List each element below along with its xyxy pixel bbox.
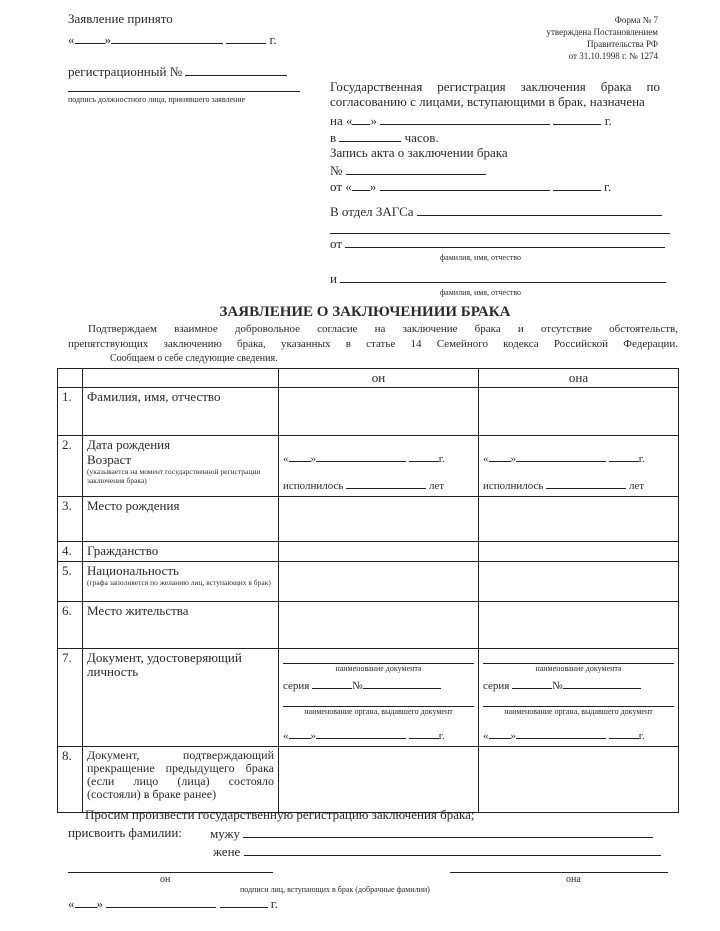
row-label: Место жительства (83, 601, 279, 648)
registration-text: Государственная регистрация заключения брака по согласованию с лицами, вступающими в брак, назначена (330, 79, 660, 109)
row-note: (графа заполняется по желанию лиц, вступающих в брак) (87, 577, 271, 587)
row-label: Гражданство (83, 542, 279, 561)
from-label: от « (330, 179, 352, 194)
series-label: серия (283, 680, 310, 693)
he-signature-line[interactable] (68, 872, 273, 873)
issuer-caption: наименование органа, выдавшего документ (483, 706, 674, 717)
year-suffix: г. (270, 896, 278, 911)
signatures-caption: подписи лиц, вступающих в брак (добрачные фамилии) (240, 885, 430, 894)
intro-line-3: Сообщаем о себе следующие сведения. (110, 353, 278, 364)
quote: » (510, 730, 516, 743)
intro-line-1: Подтверждаем взаимное добровольное согласие на заключение брака и отсутствие обстоятельств, (88, 323, 678, 335)
he-cell[interactable] (279, 601, 479, 648)
issuer-caption: наименование органа, выдавшего документ (283, 706, 474, 717)
quote: » (510, 453, 516, 466)
and-label: и (330, 271, 337, 286)
footer-date-field[interactable] (68, 896, 278, 912)
year-suffix: г. (604, 179, 612, 194)
series-label: серия (483, 680, 510, 693)
she-id-cell[interactable] (479, 648, 679, 746)
quote: » (310, 730, 316, 743)
row-label-cell (83, 561, 279, 601)
wife-label: жене (213, 844, 241, 859)
quote: « (283, 730, 289, 743)
year-suffix: г. (438, 730, 445, 743)
row-label: Место рождения (83, 497, 279, 542)
he-cell[interactable] (279, 388, 479, 436)
he-birth-cell[interactable] (279, 436, 479, 497)
she-label: она (566, 874, 581, 885)
reg-number-label: регистрационный № (68, 64, 183, 79)
col-she: она (479, 369, 679, 388)
signature-caption: подпись должностного лица, принявшего заявление (68, 95, 246, 104)
registration-time-field[interactable] (330, 130, 439, 146)
form-number: Форма № 7 (614, 15, 658, 25)
approved-by: утверждена Постановлением (546, 27, 658, 38)
row-label: Документ, удостоверяющий личность (83, 648, 279, 746)
she-cell[interactable] (479, 388, 679, 436)
table-row (58, 648, 679, 746)
row-num: 2. (58, 436, 83, 497)
from-person-field[interactable] (330, 236, 665, 252)
quote: « (68, 896, 75, 911)
government: Правительства РФ (587, 39, 658, 50)
number-label: № (330, 163, 343, 178)
he-label: он (160, 874, 171, 885)
from-person-label: от (330, 236, 343, 251)
age-label: исполнилось (483, 480, 544, 493)
zags-label: В отдел ЗАГСа (330, 204, 414, 219)
year-suffix: г. (604, 113, 612, 128)
husband-surname-field[interactable] (210, 826, 653, 842)
decree: от 31.10.1998 г. № 1274 (568, 51, 658, 62)
table-row (58, 388, 679, 436)
row-label: Документ, подтверждающий прекращение предыдущего брака (если лицо (лица) состояло (состояли) в браке ранее) (83, 746, 279, 812)
signature-line[interactable] (68, 91, 300, 92)
row-note: (указывается на момент государственной регистрации заключения брака) (87, 466, 261, 485)
he-id-cell[interactable] (279, 648, 479, 746)
reg-number-field[interactable] (68, 64, 287, 80)
doc-name-caption: наименование документа (483, 663, 674, 674)
table-row (58, 601, 679, 648)
record-number-field[interactable] (330, 163, 486, 179)
number-label: № (552, 680, 563, 693)
number-label: № (352, 680, 363, 693)
year-suffix: г. (638, 453, 645, 466)
quote: » (104, 32, 111, 47)
he-cell[interactable] (279, 561, 479, 601)
years-label: лет (628, 480, 645, 493)
row-num: 6. (58, 601, 83, 648)
years-label: лет (428, 480, 445, 493)
and-person-field[interactable] (330, 271, 666, 287)
year-suffix: г. (638, 730, 645, 743)
row-num: 3. (58, 497, 83, 542)
age-label: исполнилось (283, 480, 344, 493)
quote: « (283, 453, 289, 466)
she-cell[interactable] (479, 497, 679, 542)
quote: « (68, 32, 75, 47)
husband-label: мужу (210, 826, 241, 841)
assign-label: присвоить фамилии: (68, 825, 182, 840)
table-row (58, 542, 679, 561)
on-label: на « (330, 113, 353, 128)
fio-caption: фамилия, имя, отчество (440, 253, 521, 262)
col-he: он (279, 369, 479, 388)
page-title: ЗАЯВЛЕНИЕ О ЗАКЛЮЧЕНИИИ БРАКА (219, 304, 511, 320)
row-label-2: Возраст (87, 451, 132, 467)
she-cell[interactable] (479, 542, 679, 561)
table-header (58, 369, 679, 388)
row-label: Дата рождения (87, 437, 171, 453)
row-num: 5. (58, 561, 83, 601)
doc-name-caption: наименование документа (283, 663, 474, 674)
table-row (58, 436, 679, 497)
she-cell[interactable] (479, 601, 679, 648)
row-num: 4. (58, 542, 83, 561)
request-text: Просим произвести государственную регистрацию заключения брака; (85, 807, 475, 822)
accepted-date-field[interactable] (68, 32, 277, 48)
table-row (58, 561, 679, 601)
she-signature-line[interactable] (450, 872, 668, 873)
registration-date-field[interactable] (330, 113, 612, 129)
table-row (58, 746, 679, 812)
row-num: 8. (58, 746, 83, 812)
table-row (58, 497, 679, 542)
he-cell[interactable] (279, 746, 479, 812)
at-label: в (330, 130, 337, 145)
accepted-label: Заявление принято (68, 11, 173, 26)
record-date-field[interactable] (330, 179, 611, 195)
fio-caption: фамилия, имя, отчество (440, 288, 521, 297)
info-table (57, 368, 679, 813)
quote: « (483, 453, 489, 466)
she-cell[interactable] (479, 561, 679, 601)
row-label-cell (83, 436, 279, 497)
quote: » (310, 453, 316, 466)
quote: » (96, 896, 103, 911)
she-cell[interactable] (479, 746, 679, 812)
zags-field[interactable] (330, 204, 662, 220)
he-cell[interactable] (279, 497, 479, 542)
wife-surname-field[interactable] (213, 844, 661, 860)
quote: « (483, 730, 489, 743)
year-suffix: г. (269, 32, 277, 47)
row-num: 7. (58, 648, 83, 746)
form-info (547, 14, 659, 63)
quote: » (370, 113, 377, 128)
record-label: Запись акта о заключении брака (330, 145, 508, 160)
row-num: 1. (58, 388, 83, 436)
hours-label: часов. (404, 130, 439, 145)
quote: » (369, 179, 377, 194)
year-suffix: г. (438, 453, 445, 466)
she-birth-cell[interactable] (479, 436, 679, 497)
he-cell[interactable] (279, 542, 479, 561)
intro-line-2: препятствующих заключению брака, указанных в статье 14 Семейного кодекса Российской Федерации. (68, 338, 678, 350)
zags-line-2[interactable] (330, 233, 670, 234)
row-label: Фамилия, имя, отчество (83, 388, 279, 436)
row-label: Национальность (87, 562, 179, 578)
